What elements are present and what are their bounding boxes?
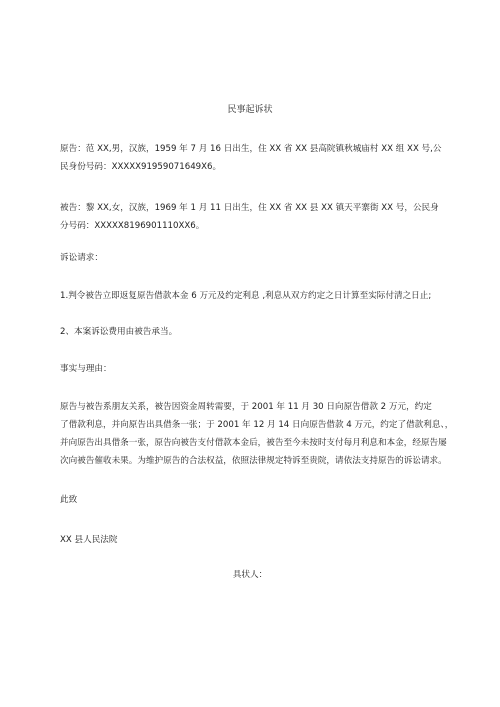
facts-line-2: 了借款利息，并向原告出具借条一张；于 2001 年 12 月 14 日向原告借款 4 万元，约定了借款利息、，: [60, 420, 454, 430]
facts-line-3: 并向原告出具借条一张，原告向被告支付借款本金后，被告至今未按时支付每月利息和本金，经原告屡: [60, 438, 447, 448]
court-name: XX 县人民法院: [60, 535, 118, 545]
defendant-line-2: 分号码：XXXXX8196901110XX6。: [60, 221, 205, 231]
claim-item-1: 1.判令被告立即返复原告借款本金 6 万元及约定利息 ,利息从双方约定之日计算至实际付清之日止;: [60, 291, 432, 301]
facts-line-1: 原告与被告系朋友关系，被告因资金周转需要，于 2001 年 11 月 30 日向原告借款 2 万元，约定: [60, 402, 432, 412]
facts-heading: 事实与理由：: [60, 364, 112, 374]
signer-label: 具状人：: [232, 570, 268, 580]
defendant-line-1: 被告：黎 XX,女，汉族，1969 年 1 月 11 日出生，住 XX 省 XX 县 XX 镇天平寨街 XX 号，公民身: [60, 203, 439, 213]
closing-salutation: 此致: [60, 495, 78, 505]
document-title: 民事起诉状: [227, 105, 273, 115]
plaintiff-line-2: 民身份号码：XXXXX91959071649X6。: [60, 162, 222, 172]
plaintiff-line-1: 原告：范 XX,男，汉族，1959 年 7 月 16 日出生，住 XX 省 XX 县高院镇秋城庙村 XX 组 XX 号,公: [60, 144, 442, 154]
claims-heading: 诉讼请求：: [60, 253, 103, 263]
facts-line-4: 次向被告催收未果。为维护原告的合法权益，依照法律规定特诉至贵院，请依法支持原告的诉讼请求。: [60, 456, 447, 466]
claim-item-2: 2、本案诉讼费用由被告承当。: [60, 327, 178, 337]
